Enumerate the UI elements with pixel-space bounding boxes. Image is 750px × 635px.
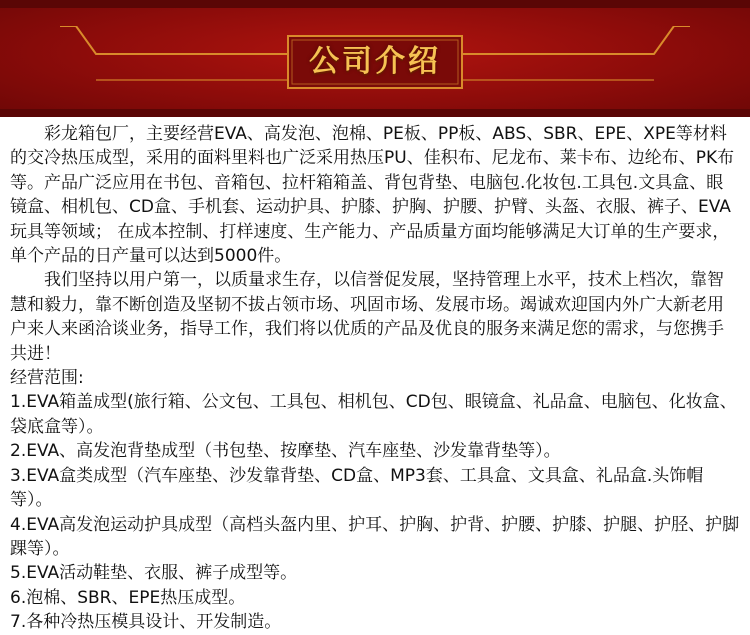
scope-list — [10, 390, 740, 634]
scope-item-4: 4.EVA高发泡运动护具成型（高档头盔内里、护耳、护胸、护背、护腰、护膝、护腿、护胫、护脚踝等）。 — [10, 514, 740, 559]
banner-bottom-stripe — [0, 109, 750, 117]
scope-item-7: 7.各种冷热压模具设计、开发制造。 — [10, 612, 282, 633]
intro-paragraph-2: 我们坚持以用户第一，以质量求生存，以信誉促发展，坚持管理上水平，技术上档次，靠智慧和毅力，靠不断创造及坚韧不拔占领市场、巩固市场、发展市场。竭诚欢迎国内外广大新老用户来人来函洽谈业务，指导工作，我们将以优质的产品及优良的服务来满足您的需求，与您携手共进！ — [10, 270, 724, 364]
scope-item-5: 5.EVA活动鞋垫、衣服、裤子成型等。 — [10, 563, 298, 584]
scope-item-2: 2.EVA、高发泡背垫成型（书包垫、按摩垫、汽车座垫、沙发靠背垫等）。 — [10, 441, 561, 462]
page-title: 公司介绍 — [309, 44, 441, 79]
intro-paragraph-1: 彩龙箱包厂，主要经营EVA、高发泡、泡棉、PE板、PP板、ABS、SBR、EPE、XPE等材料的交冷热压成型，采用的面料里料也广泛采用热压PU、佳积布、尼龙布、莱卡布、边纶布、PK布等。产品广泛应用在书包、音箱包、拉杆箱箱盖、背包背垫、电脑包.化妆包.工具包.文具盒、眼镜盒、相机包、CD盒、手机套、运动护具、护膝、护胸、护腰、护臂、头盔、衣服、裤子、EVA玩具等领域； 在成本控制、打样速度、生产能力、产品质量方面均能够满足大订单的生产要求，单个产品的日产量可以达到5000件。 — [10, 124, 735, 267]
scope-heading: 经营范围: — [10, 368, 84, 389]
title-box — [288, 36, 462, 88]
scope-item-1: 1.EVA箱盖成型(旅行箱、公文包、工具包、相机包、CD包、眼镜盒、礼品盒、电脑包、化妆盒、袋底盒等）。 — [10, 392, 737, 437]
banner-top-stripe — [0, 0, 750, 8]
header-banner — [0, 0, 750, 117]
scope-item-3: 3.EVA盒类成型（汽车座垫、沙发靠背垫、CD盒、MP3套、工具盒、文具盒、礼品盒.头饰帽等）。 — [10, 465, 704, 511]
company-intro-body — [10, 122, 740, 635]
scope-item-6: 6.泡棉、SBR、EPE热压成型。 — [10, 587, 246, 608]
